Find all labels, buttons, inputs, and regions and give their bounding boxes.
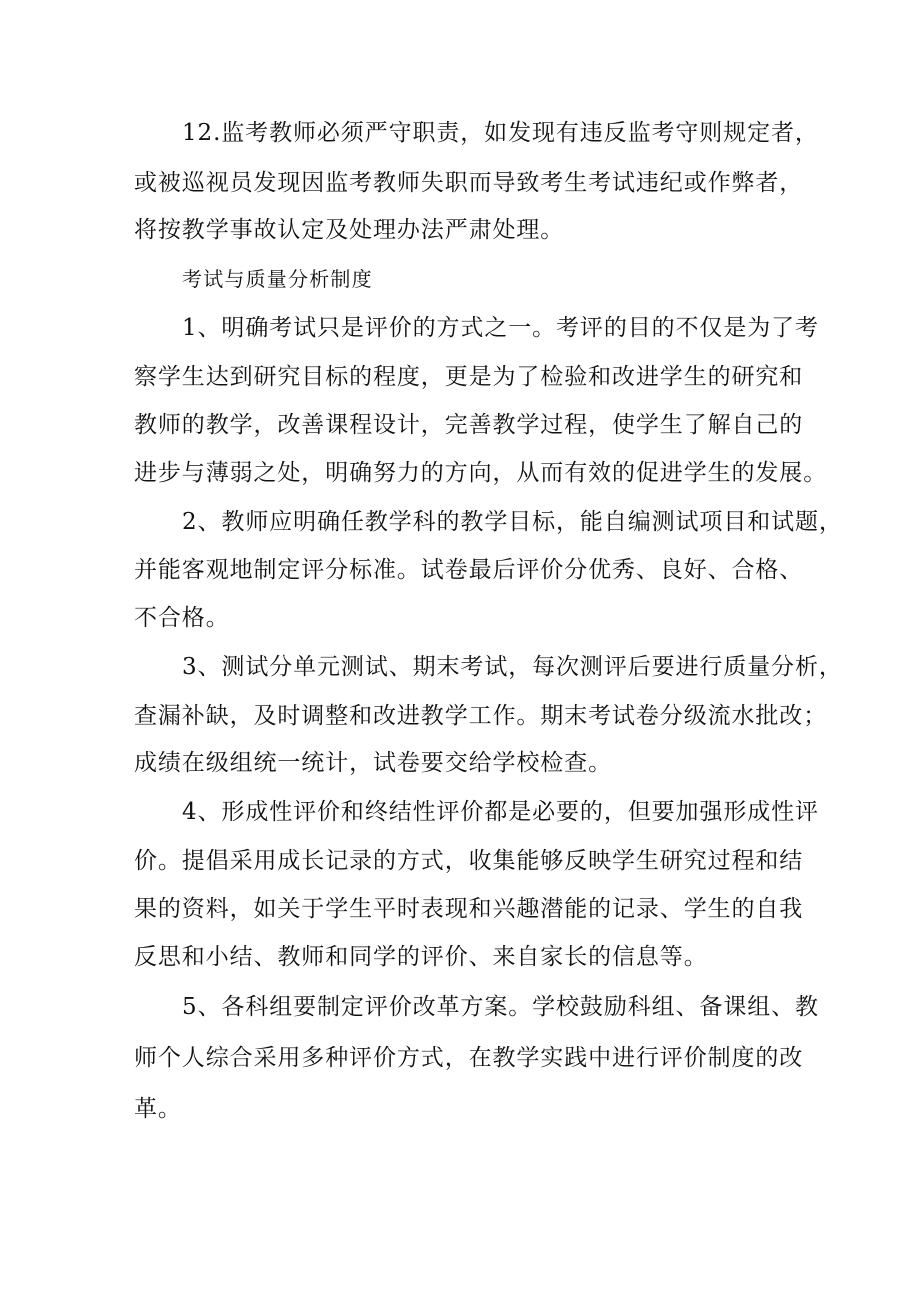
paragraph-line: 察学生达到研究目标的程度，更是为了检验和改进学生的研究和 (134, 364, 804, 390)
paragraph-line: 价。提倡采用成长记录的方式，收集能够反映学生研究过程和结 (134, 848, 804, 874)
paragraph-line: 师个人综合采用多种评价方式，在教学实践中进行评价制度的改 (134, 1045, 804, 1071)
paragraph-line: 反思和小结、教师和同学的评价、来自家长的信息等。 (134, 944, 708, 970)
paragraph-line: 将按教学事故认定及处理办法严肃处理。 (134, 217, 565, 243)
paragraph-line: 2、教师应明确任教学科的教学目标，能自编测试项目和试题， (182, 509, 843, 535)
paragraph-line: 查漏补缺，及时调整和改进教学工作。期末考试卷分级流水批改； (134, 703, 828, 729)
paragraph-line: 12.监考教师必须严守职责，如发现有违反监考守则规定者， (182, 120, 819, 146)
paragraph-line: 或被巡视员发现因监考教师失职而导致考生考试违纪或作弊者， (134, 170, 804, 196)
paragraph-line: 进步与薄弱之处，明确努力的方向，从而有效的促进学生的发展。 (134, 460, 828, 486)
paragraph-line: 成绩在级组统一统计，试卷要交给学校检查。 (134, 750, 612, 776)
paragraph-line: 革。 (134, 1096, 182, 1122)
section-heading: 考试与质量分析制度 (182, 267, 373, 291)
paragraph-line: 5、各科组要制定评价改革方案。学校鼓励科组、备课组、教 (182, 994, 819, 1020)
paragraph-line: 果的资料，如关于学生平时表现和兴趣潜能的记录、学生的自我 (134, 896, 804, 922)
paragraph-line: 1、明确考试只是评价的方式之一。考评的目的不仅是为了考 (182, 315, 819, 341)
paragraph-line: 3、测试分单元测试、期末考试，每次测评后要进行质量分析， (182, 654, 843, 680)
paragraph-line: 教师的教学，改善课程设计，完善教学过程，使学生了解自己的 (134, 412, 804, 438)
paragraph-line: 4、形成性评价和终结性评价都是必要的，但要加强形成性评 (182, 799, 819, 825)
paragraph-line: 并能客观地制定评分标准。试卷最后评价分优秀、良好、合格、 (134, 557, 804, 583)
paragraph-line: 不合格。 (134, 605, 230, 631)
